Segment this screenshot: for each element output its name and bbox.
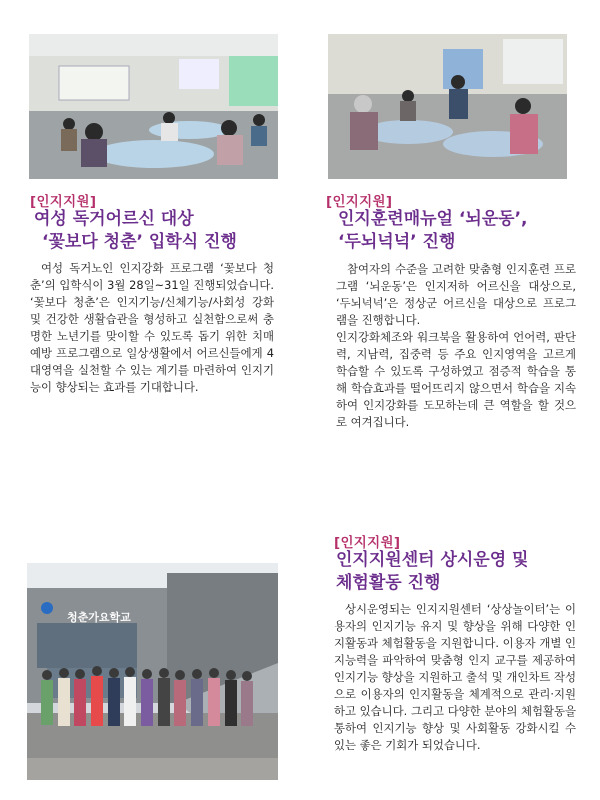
article-title-line: 체험활동 진행 [336,573,441,593]
article-body: 여성 독거노인 인지강화 프로그램 ‘꽃보다 청춘’의 입학식이 3월 28일~31일 진행되었습니다. ‘꽃보다 청춘’은 인지기능/신체기능/사회성 강화 및 건강한 생활습관을 형성하고 실천함으로써 충명한 노년기를 맞이할 수 있도록 돕기 위한 치매예방 프로그램으로 일상생활에서 어르신들에게 4대영역을 실천할 수 있는 계기를 마련하여 인지기능이 향상되는 효과를 기대합니다. [30,261,274,394]
article-title-line: ‘꽃보다 청춘’ 입학식 진행 [42,232,237,252]
article-title [336,549,528,595]
category-tag: [인지지원] [326,194,393,210]
building-sign: 청춘가요학교 [67,611,131,624]
article-body: 참여자의 수준을 고려한 맞춤형 인지훈련 프로그램 ‘뇌운동’은 인지저하 어르신을 대상으로, ‘두뇌넉넉’은 정상군 어르신을 대상으로 프로그램을 진행합니다. 인지강화체조와 워크북을 활용하여 언어력, 판단력, 지남력, 집중력 등 주요 인지영역을 고르게 학습할 수 있도록 구성하였고 점증적 학습을 통해 학습효과를 떨어뜨리지 않으면서 학습을 지속하여 인지강화를 도모하는데 큰 역할을 할 것으로 여겨집니다. [336,262,576,429]
category-tag: [인지지원] [334,535,401,551]
article-title-line: 인지지원센터 상시운영 및 [336,550,529,570]
category-tag: [인지지원] [30,194,97,210]
article-body: 상시운영되는 인지지원센터 ‘상상놀이터’는 이용자의 인지기능 유지 및 향상을 위해 다양한 인지활동과 체험활동을 지원합니다. 이용자 개별 인지능력을 파악하여 맞춤형 인지 교구를 제공하여 인지기능 향상을 지원하고 출석 및 개인차트 작성으로 이용자의 인지활동을 체계적으로 관리·지원하고 있습니다. 그리고 다양한 분야의 체험활동을 통하여 인지기능 향상 및 사회활동 강화시킬 수 있는 좋은 기회가 되었습니다. [334,602,576,752]
article-title [34,208,237,254]
group-photo [27,563,278,780]
article-title [338,208,528,254]
article-title-line: 인지훈련매뉴얼 ‘뇌운동’, [338,209,528,229]
article-title-line: 여성 독거어르신 대상 [34,209,194,229]
training-photo [328,34,567,179]
classroom-photo [29,34,278,179]
article-title-line: ‘두뇌넉넉’ 진행 [338,232,456,252]
